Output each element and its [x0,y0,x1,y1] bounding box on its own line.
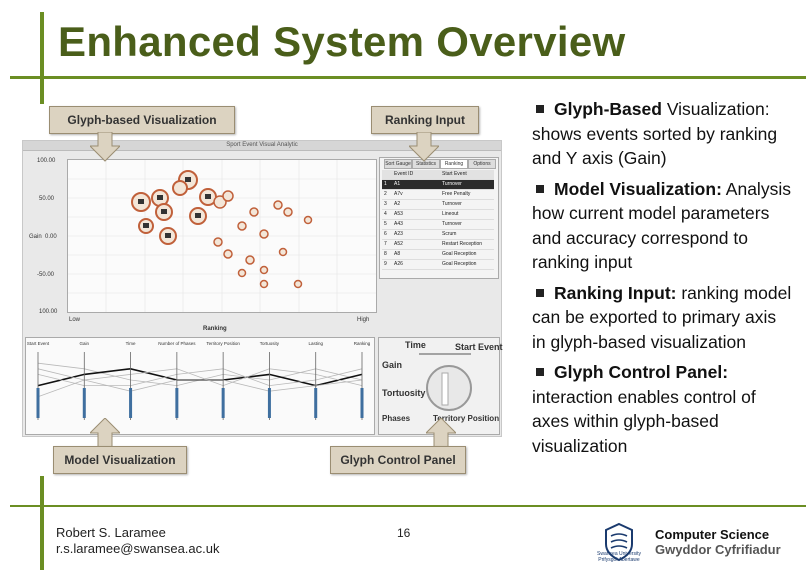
glyph-label-gain: Gain [382,360,403,370]
glyph-preview [427,366,471,410]
accent-vertical-bar-top [40,12,44,104]
ranking-row[interactable] [382,190,494,200]
callout-ranking-input: Ranking Input [371,106,479,134]
accent-footer-bar [10,505,806,507]
glyph-label-time: Time [405,340,426,350]
ranking-row[interactable] [382,180,494,190]
event-glyph [173,181,187,195]
ranking-row[interactable] [382,200,494,210]
university-name: Swansea University Prifysgol Abertawe [597,551,641,563]
tab-statistics[interactable]: Statistics [412,159,440,169]
event-glyph [284,208,292,216]
row-index: 7 [384,241,387,247]
pc-axis-bar [222,388,225,418]
event-id: A1 [394,181,401,187]
ranking-row[interactable] [382,220,494,230]
pc-axis-label: Start Event [26,341,50,346]
pc-axis-label: Time [125,341,136,346]
callout-glyph-visualization: Glyph-based Visualization [49,106,235,134]
author-name: Robert S. Laramee [56,525,166,540]
row-index: 9 [384,261,387,267]
event-type: Turnover [442,181,462,187]
pc-data-line [38,369,362,397]
bullet-item [532,97,792,171]
bullet-square-icon [536,185,544,193]
pc-axis-label: Number of Phases [158,341,196,346]
bullet-heading: Ranking Input: [554,282,677,303]
event-type: Goal Reception [442,261,477,267]
window-title: Sport Event Visual Analytic [23,141,501,151]
y-tick: -50.00 [37,272,55,278]
pc-axis-label: Gain [79,341,90,346]
pc-axis-bar [129,388,132,418]
event-glyph [223,191,233,201]
event-glyph [214,238,222,246]
pc-axis-label: Tortuosity [259,341,280,346]
event-glyph [260,230,268,238]
event-id: A23 [394,231,403,237]
event-glyph [238,222,246,230]
bullet-item [532,281,792,355]
row-index: 1 [384,181,387,187]
tab-options[interactable]: Options [468,159,496,169]
x-axis-label: Ranking [203,326,227,332]
event-glyph [250,208,258,216]
row-index: 3 [384,201,387,207]
event-type: Free Penalty [442,191,471,197]
event-id: A8 [394,251,401,257]
tab-sort-gauge[interactable]: Sort Gauge [385,161,411,167]
bullet-square-icon [536,105,544,113]
event-glyph [274,201,282,209]
author-email[interactable]: r.s.laramee@swansea.ac.uk [56,541,220,556]
event-id: A26 [394,261,403,267]
arrow-up-icon [426,418,456,448]
event-id: A53 [394,211,403,217]
bullet-text: interaction enables control of axes within glyph-based visualization [532,386,756,456]
event-glyph [295,281,302,288]
event-glyph [246,256,254,264]
bullet-heading: Model Visualization: [554,178,722,199]
x-tick-low: Low [69,317,81,323]
bullet-item [532,177,792,275]
event-glyph [239,270,246,277]
bullet-text: ranking model can be exported to primary axis in glyph-based visualization [532,282,792,352]
row-index: 8 [384,251,387,257]
glyph-preview-bar [442,373,448,405]
event-type: Goal Reception [442,251,477,257]
event-type: Turnover [442,221,462,227]
pc-axis-bar [314,388,317,418]
x-tick-high: High [357,317,370,323]
glyph-label-phases: Phases [382,414,411,423]
glyph-label-tortuosity: Tortuosity [382,388,426,398]
arrow-up-icon [90,418,120,448]
bullet-list [532,97,792,464]
column-header: Start Event [442,171,467,177]
model-parallel-coordinates[interactable] [25,337,375,435]
row-index: 5 [384,221,387,227]
bullet-item [532,360,792,458]
pc-axis-bar [37,388,40,418]
page-number: 16 [397,526,411,540]
glyph-scatter-plot[interactable] [67,159,377,313]
ranking-row[interactable] [382,230,494,240]
tab-ranking[interactable]: Ranking [440,159,468,169]
bullet-text: Visualization: shows events sorted by ranking and Y axis (Gain) [532,99,778,168]
y-axis-label: Gain [29,234,42,240]
glyph-label-territory: Territory Position [433,414,500,423]
event-type: Restart Reception [442,241,483,247]
event-glyph [305,217,312,224]
parallel-coordinates-canvas[interactable] [26,338,374,434]
bullet-heading: Glyph Control Panel: [554,362,729,382]
bullet-square-icon [536,289,544,297]
glyph-label-start-event: Start Event [455,342,503,352]
event-id: A52 [394,241,403,247]
pc-axis-label: Territory Position [206,341,240,346]
event-glyph [224,250,232,258]
event-type: Lineout [442,211,459,217]
y-tick: 100.00 [39,309,58,315]
pc-axis-bar [361,388,364,418]
grid-lines [68,160,376,312]
glyph-plot-canvas[interactable] [68,160,376,312]
event-glyph [261,267,268,274]
row-index: 6 [384,231,387,237]
bullet-square-icon [536,368,544,376]
pc-axis-label: Ranking [353,341,371,346]
arrow-down-icon [409,132,439,162]
y-tick: 100.00 [37,158,56,164]
pc-axis-bar [175,388,178,418]
bullet-text: Analysis how current model parameters and accuracy correspond to ranking input [532,178,791,272]
department-name-cy: Gwyddor Cyfrifiadur [655,542,781,557]
accent-vertical-bar-bottom [40,476,44,570]
event-id: A43 [394,221,403,227]
ranking-header [382,170,494,180]
pc-axis-bar [83,388,86,418]
pc-axis-label: Lasting [308,341,323,346]
event-id: A7v [394,191,403,197]
department-logo [655,527,805,557]
callout-glyph-control-panel: Glyph Control Panel [330,446,466,474]
ranking-row[interactable] [382,250,494,260]
slide-title: Enhanced System Overview [58,18,626,65]
pc-axis-bar [268,388,271,418]
event-id: A2 [394,201,401,207]
arrow-down-icon [90,132,120,162]
event-glyph [280,249,287,256]
author-info [56,525,220,557]
accent-horizontal-bar [10,76,806,79]
department-name-en: Computer Science [655,527,770,542]
row-index: 4 [384,211,387,217]
ranking-row[interactable] [382,260,494,270]
ranking-row[interactable] [382,240,494,250]
bullet-heading: Glyph-Based [554,99,662,119]
ranking-panel [379,157,499,279]
y-tick: 50.00 [39,196,55,202]
column-header: Event ID [394,171,414,177]
event-glyph [261,281,268,288]
callout-model-visualization: Model Visualization [53,446,187,474]
y-tick: 0.00 [45,234,57,240]
row-index: 2 [384,191,387,197]
event-type: Scrum [442,231,457,237]
ranking-row[interactable] [382,210,494,220]
event-type: Turnover [442,201,462,207]
application-screenshot [22,140,502,437]
